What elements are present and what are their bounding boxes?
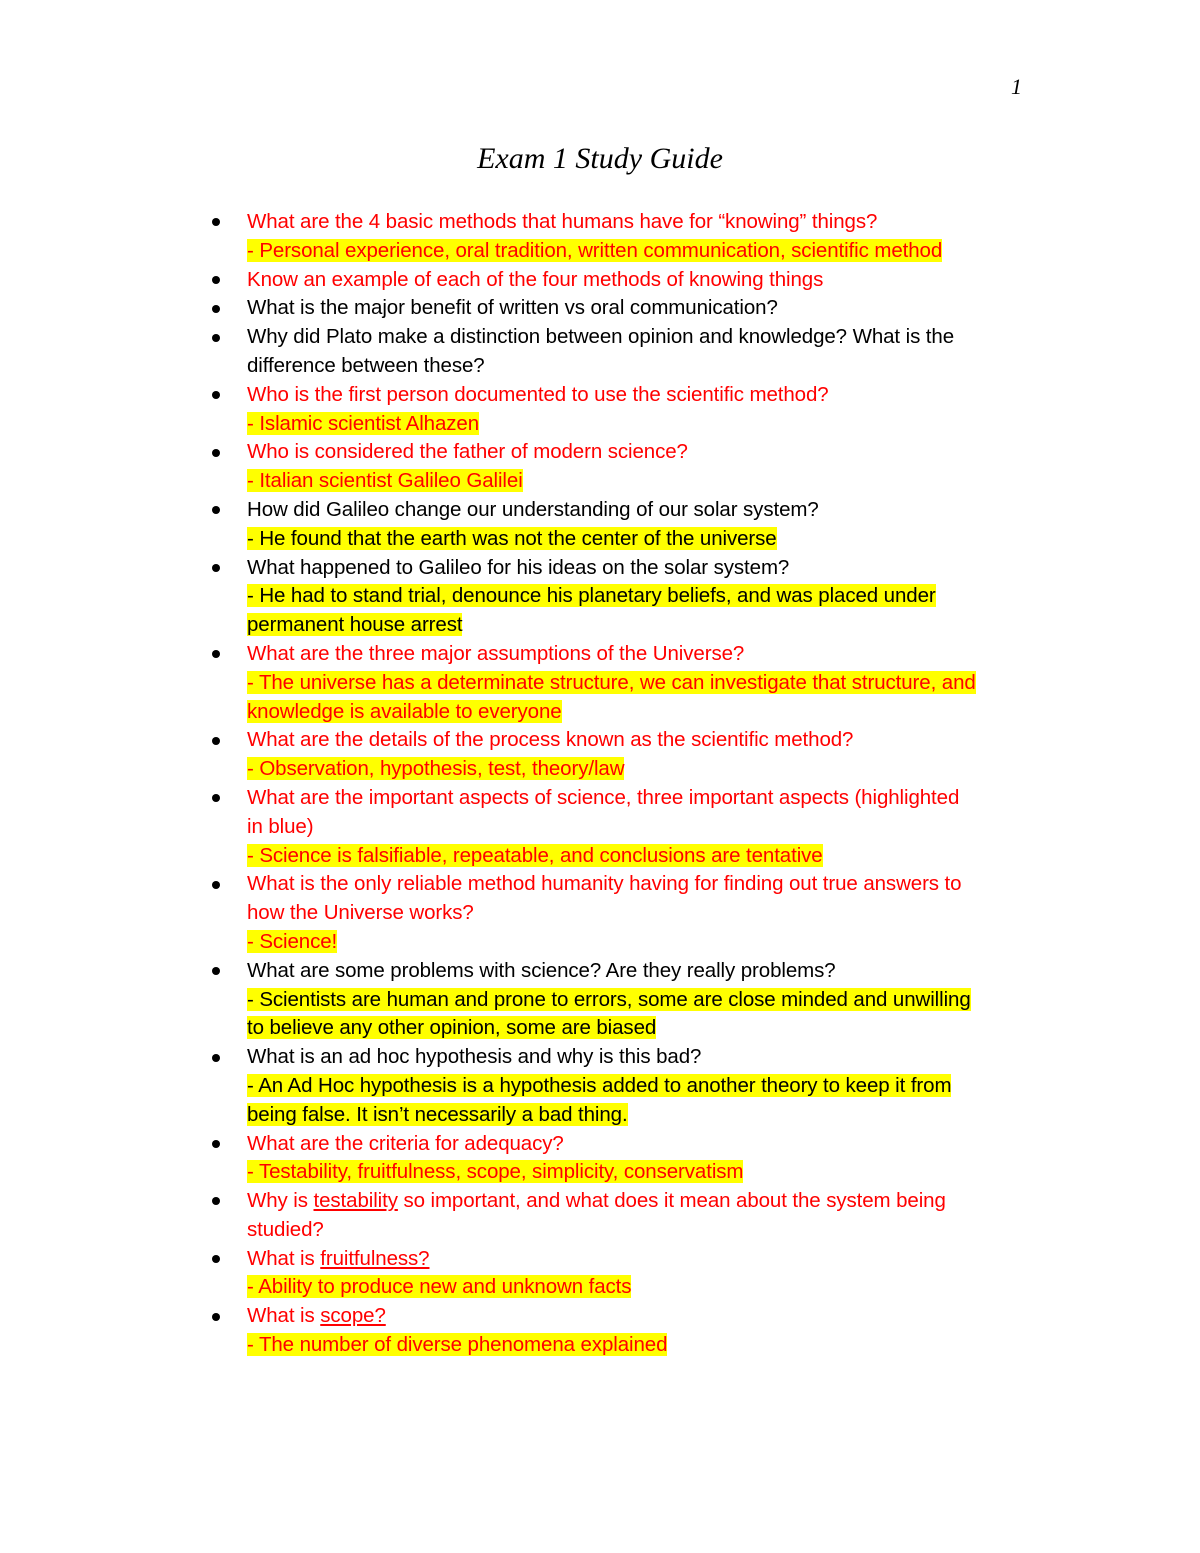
question-text: What happened to Galileo for his ideas on the solar system? (247, 555, 790, 579)
bullet-icon (211, 266, 221, 295)
bullet-icon (211, 323, 221, 352)
list-item (0, 381, 1037, 439)
bullet-icon (211, 1245, 221, 1274)
answer-text (247, 1331, 1037, 1360)
answer-highlight: - Observation, hypothesis, test, theory/law (247, 757, 625, 781)
answer-text (247, 755, 1037, 784)
question-text: What are the important aspects of science, three important aspects (highlighted (247, 785, 960, 809)
answer-text (247, 698, 1037, 727)
answer-highlight: - Islamic scientist Alhazen (247, 411, 479, 435)
answer-highlight: - Italian scientist Galileo Galilei (247, 469, 523, 493)
answer-highlight: - He found that the earth was not the center of the universe (247, 526, 777, 550)
bullet-icon (211, 381, 221, 410)
list-item (0, 870, 1037, 956)
question-text (247, 1187, 1037, 1216)
question-prefix: What is (247, 1246, 321, 1270)
answer-text (247, 669, 1037, 698)
bullet-icon (211, 208, 221, 237)
question-text (247, 1245, 1037, 1274)
bullet-icon (211, 438, 221, 467)
question-text: What are some problems with science? Are they really problems? (247, 958, 836, 982)
answer-highlight: - An Ad Hoc hypothesis is a hypothesis added to another theory to keep it from (247, 1073, 952, 1097)
underlined-term: scope? (320, 1304, 386, 1328)
answer-highlight: - Testability, fruitfulness, scope, simplicity, conservatism (247, 1160, 744, 1184)
bullet-icon (211, 1302, 221, 1331)
answer-text (247, 611, 1037, 640)
list-item (0, 208, 1037, 266)
answer-text (247, 928, 1037, 957)
bullet-icon (211, 1187, 221, 1216)
underlined-term: fruitfulness? (320, 1246, 430, 1270)
bullet-icon (211, 496, 221, 525)
question-text: What is the major benefit of written vs oral communication? (247, 296, 778, 320)
list-item (0, 438, 1037, 496)
bullet-icon (211, 1043, 221, 1072)
answer-text (247, 410, 1037, 439)
bullet-icon (211, 870, 221, 899)
answer-text (247, 237, 1037, 266)
answer-text (247, 525, 1037, 554)
bullet-icon (211, 957, 221, 986)
question-text: how the Universe works? (247, 901, 474, 925)
answer-text (247, 1273, 1037, 1302)
question-suffix: so important, and what does it mean about the system being (397, 1189, 946, 1213)
question-text: Know an example of each of the four methods of knowing things (247, 267, 824, 291)
question-text: What is the only reliable method humanity having for finding out true answers to (247, 872, 962, 896)
bullet-icon (211, 554, 221, 583)
question-prefix: Why is (247, 1189, 314, 1213)
answer-highlight: to believe any other opinion, some are biased (247, 1016, 657, 1040)
page-number: 1 (1011, 74, 1022, 99)
bullet-icon (211, 640, 221, 669)
question-text: Who is considered the father of modern science? (247, 440, 688, 464)
question-text: Who is the first person documented to use the scientific method? (247, 382, 829, 406)
bullet-icon (211, 784, 221, 813)
list-item (0, 323, 1037, 381)
question-text: How did Galileo change our understanding of our solar system? (247, 497, 819, 521)
bullet-icon (211, 294, 221, 323)
list-item (0, 1302, 1037, 1360)
answer-highlight: - Personal experience, oral tradition, written communication, scientific method (247, 238, 943, 262)
underlined-term: testability (313, 1189, 398, 1213)
answer-text (247, 1158, 1037, 1187)
list-item (0, 1187, 1037, 1245)
answer-highlight: - The number of diverse phenomena explained (247, 1333, 668, 1357)
list-item (0, 554, 1037, 640)
answer-highlight: - Science! (247, 929, 338, 953)
question-text: studied? (247, 1217, 324, 1241)
answer-text (247, 986, 1037, 1015)
answer-text (247, 467, 1037, 496)
list-item (0, 496, 1037, 554)
question-text: What is an ad hoc hypothesis and why is this bad? (247, 1045, 702, 1069)
answer-highlight: permanent house arrest (247, 613, 463, 637)
question-text: difference between these? (247, 353, 485, 377)
list-item (0, 294, 1037, 323)
list-item (0, 266, 1037, 295)
list-item (0, 1043, 1037, 1129)
question-text: What are the criteria for adequacy? (247, 1131, 564, 1155)
answer-highlight: being false. It isn’t necessarily a bad thing. (247, 1102, 628, 1126)
list-item (0, 1245, 1037, 1303)
question-text: Why did Plato make a distinction between opinion and knowledge? What is the (247, 325, 955, 349)
question-text: What are the three major assumptions of the Universe? (247, 641, 745, 665)
answer-text (247, 842, 1037, 871)
document-title: Exam 1 Study Guide (477, 142, 723, 175)
question-text: What are the 4 basic methods that humans have for “knowing” things? (247, 210, 878, 233)
question-prefix: What is (247, 1304, 321, 1328)
answer-highlight: - Ability to produce new and unknown facts (247, 1275, 632, 1299)
question-text: in blue) (247, 814, 314, 838)
list-item (0, 640, 1037, 726)
question-text: What are the details of the process known as the scientific method? (247, 728, 854, 752)
bullet-icon (211, 1130, 221, 1159)
bullet-icon (211, 726, 221, 755)
answer-text (247, 1014, 1037, 1043)
study-guide-list (0, 208, 1200, 1360)
answer-highlight: knowledge is available to everyone (247, 699, 562, 723)
list-item (0, 1130, 1037, 1188)
question-text (247, 1302, 1037, 1331)
answer-highlight: - He had to stand trial, denounce his planetary beliefs, and was placed under (247, 584, 936, 608)
list-item (0, 726, 1037, 784)
answer-text (247, 1072, 1037, 1101)
answer-highlight: - Science is falsifiable, repeatable, and conclusions are tentative (247, 843, 823, 867)
list-item (0, 784, 1037, 870)
answer-text (247, 582, 1037, 611)
list-item (0, 957, 1037, 1043)
answer-text (247, 1101, 1037, 1130)
answer-highlight: - Scientists are human and prone to errors, some are close minded and unwilling (247, 987, 971, 1011)
answer-highlight: - The universe has a determinate structure, we can investigate that structure, and (247, 670, 976, 694)
